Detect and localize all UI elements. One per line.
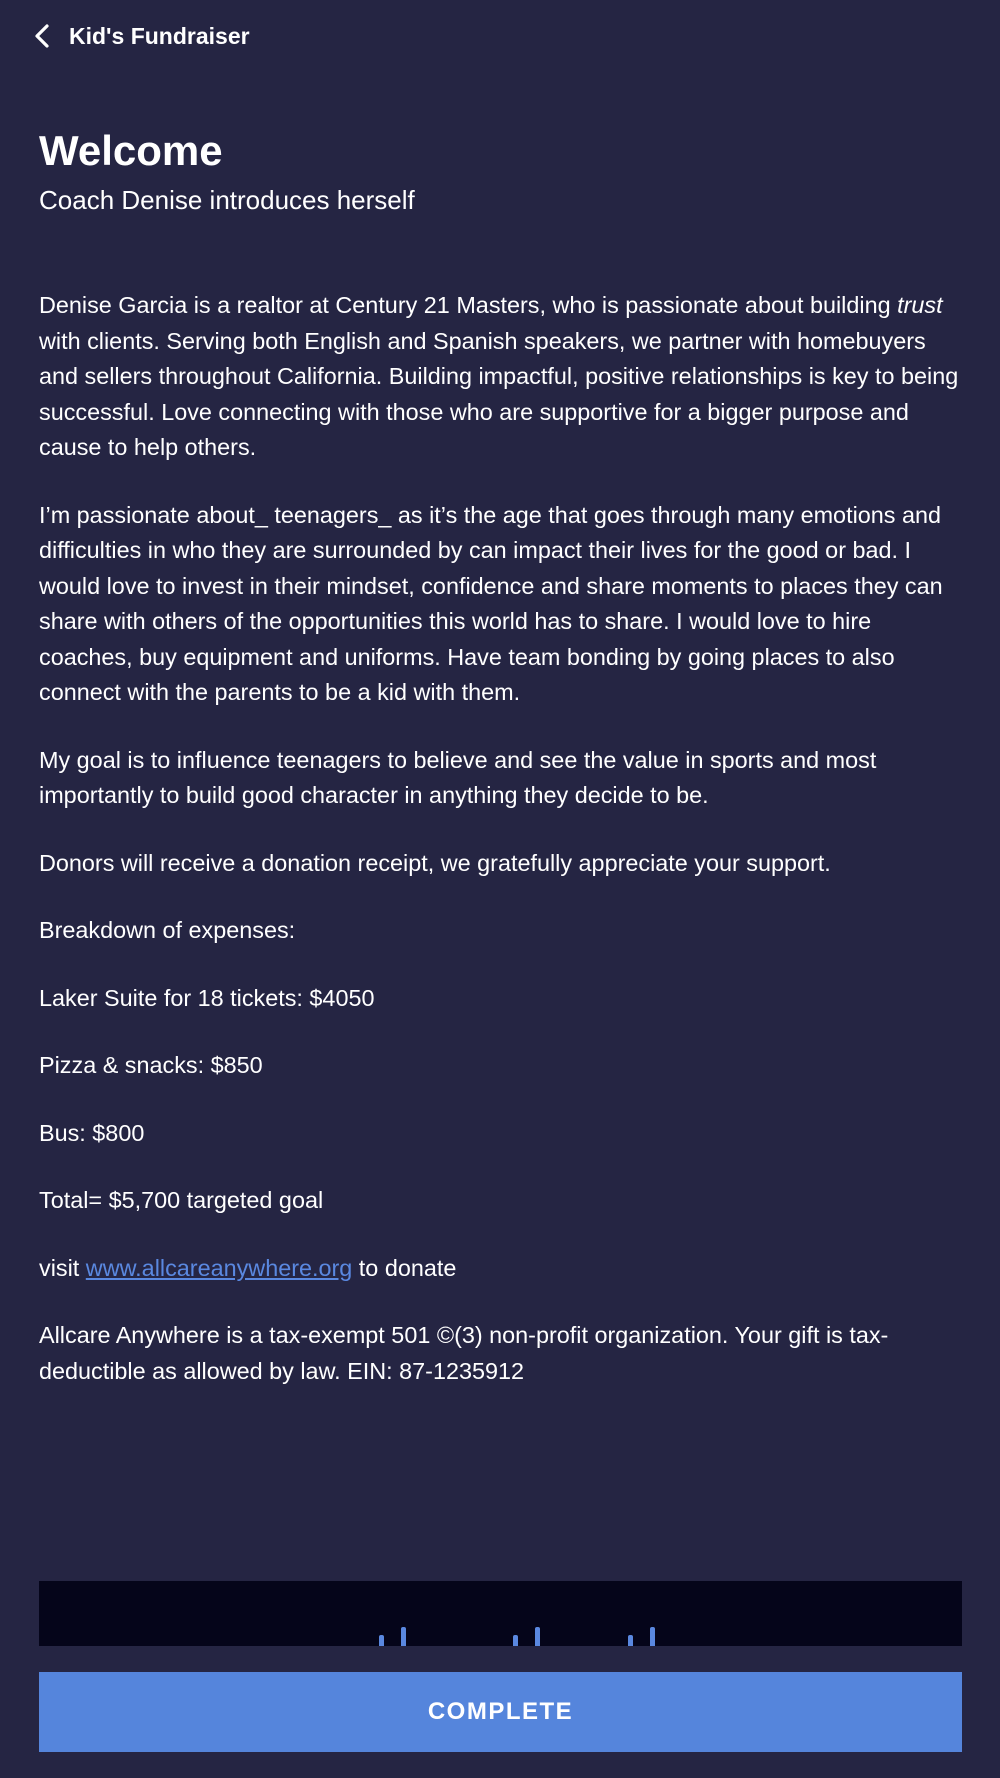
equalizer-bar	[513, 1635, 518, 1646]
page-subtitle: Coach Denise introduces herself	[39, 185, 415, 215]
intro-text-start: Denise Garcia is a realtor at Century 21 Masters, who is passionate about building	[39, 292, 898, 318]
content-body	[39, 288, 969, 1421]
intro-paragraph	[39, 288, 969, 466]
back-button[interactable]	[26, 18, 58, 54]
visit-paragraph	[39, 1251, 969, 1287]
equalizer-bar	[379, 1635, 384, 1646]
goal-paragraph: My goal is to influence teenagers to believe and see the value in sports and most importantly to build good character in anything they decide to be.	[39, 746, 877, 808]
intro-text-end: with clients. Serving both English and Spanish speakers, we partner with homebuyers and sellers throughout California. Building impactful, positive relationships is key to being successful. Love connecting with those who are supportive for a bigger purpose and cause to help others.	[39, 327, 959, 460]
video-preview[interactable]	[39, 1581, 962, 1646]
expense-item: Pizza & snacks: $850	[39, 1052, 263, 1078]
complete-button[interactable]: COMPLETE	[39, 1672, 962, 1752]
donate-link[interactable]: www.allcareanywhere.org	[85, 1254, 353, 1281]
receipt-paragraph: Donors will receive a donation receipt, we gratefully appreciate your support.	[39, 849, 831, 876]
expense-item: Laker Suite for 18 tickets: $4050	[39, 984, 375, 1011]
chevron-left-icon	[32, 23, 52, 49]
expense-item: Bus: $800	[39, 1119, 145, 1146]
equalizer-bar	[628, 1635, 633, 1646]
tax-disclaimer: Allcare Anywhere is a tax-exempt 501 ©(3) non-profit organization. Your gift is tax-deductible as allowed by law. EIN: 87-1235912	[39, 1322, 889, 1384]
top-bar	[0, 0, 1000, 72]
expense-total: Total= $5,700 targeted goal	[39, 1187, 324, 1213]
breakdown-heading: Breakdown of expenses:	[39, 917, 296, 943]
intro-emphasis: trust	[897, 292, 943, 318]
visit-text-start: visit	[39, 1254, 86, 1281]
page-title: Welcome	[39, 127, 223, 174]
equalizer-bar	[535, 1627, 540, 1646]
passion-paragraph: I’m passionate about_ teenagers_ as it’s the age that goes through many emotions and difficulties in who they are surrounded by can impact their lives for the good or bad. I would love to invest in their mindset, confidence and share moments to places they can share with others of the opportunities this world has to share. I would love to hire coaches, buy equipment and uniforms. Have team bonding by going places to also connect with the parents to be a kid with them.	[39, 501, 943, 705]
header-title: Kid's Fundraiser	[69, 23, 250, 49]
equalizer-bar	[650, 1627, 655, 1646]
visit-text-end: to donate	[352, 1254, 457, 1281]
equalizer-bar	[401, 1627, 406, 1646]
